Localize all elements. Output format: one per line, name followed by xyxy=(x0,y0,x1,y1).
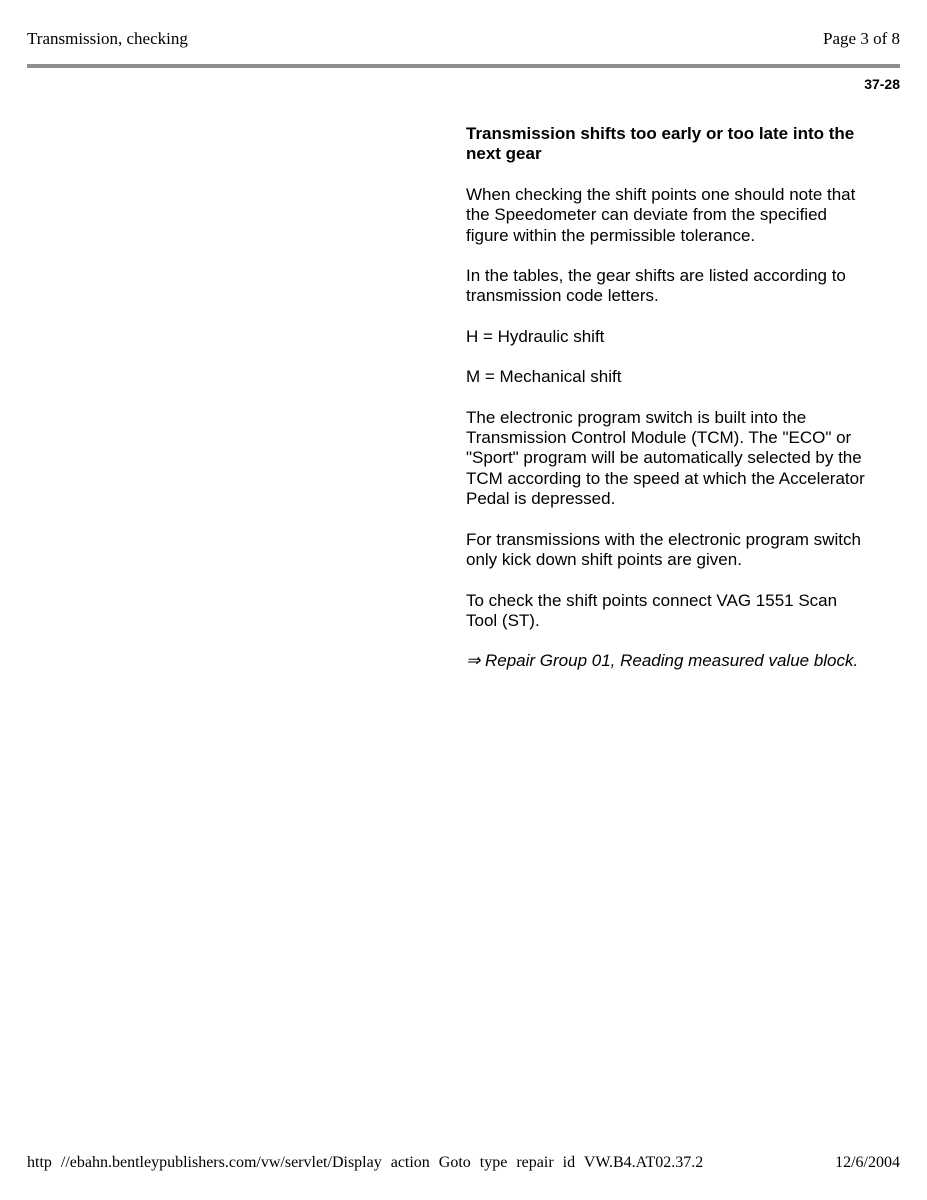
footer-url: http //ebahn.bentleypublishers.com/vw/servlet/Display action Goto type repair id VW.B4.AT02.37.2 xyxy=(27,1154,704,1171)
paragraph-kickdown-note: For transmissions with the electronic program switch only kick down shift points are given. xyxy=(466,529,861,570)
header-divider xyxy=(27,64,900,68)
document-title: Transmission, checking xyxy=(27,29,188,48)
footer xyxy=(27,1154,900,1172)
paragraph-speedometer-note: When checking the shift points one should note that the Speedometer can deviate from the specified figure within the permissible tolerance. xyxy=(466,184,856,245)
footer-date: 12/6/2004 xyxy=(835,1154,900,1171)
paragraph-program-switch: The electronic program switch is built into the Transmission Control Module (TCM). The "ECO" or "Sport" program will be automatically selected by the TCM according to the speed at which the Accelerator Pedal is depressed. xyxy=(466,407,865,509)
paragraph-tables-note: In the tables, the gear shifts are listed according to transmission code letters. xyxy=(466,266,846,306)
section-heading: Transmission shifts too early or too late into the next gear xyxy=(466,124,855,164)
section-page-number: 37-28 xyxy=(864,76,900,92)
paragraph-mechanical-shift: M = Mechanical shift xyxy=(466,367,622,387)
repair-group-reference-link[interactable]: ⇒ Repair Group 01, Reading measured value block. xyxy=(466,651,859,671)
paragraph-hydraulic-shift: H = Hydraulic shift xyxy=(466,326,605,346)
content-column xyxy=(466,124,866,692)
page-indicator: Page 3 of 8 xyxy=(823,29,900,48)
paragraph-scan-tool: To check the shift points connect VAG 1551 Scan Tool (ST). xyxy=(466,590,838,630)
